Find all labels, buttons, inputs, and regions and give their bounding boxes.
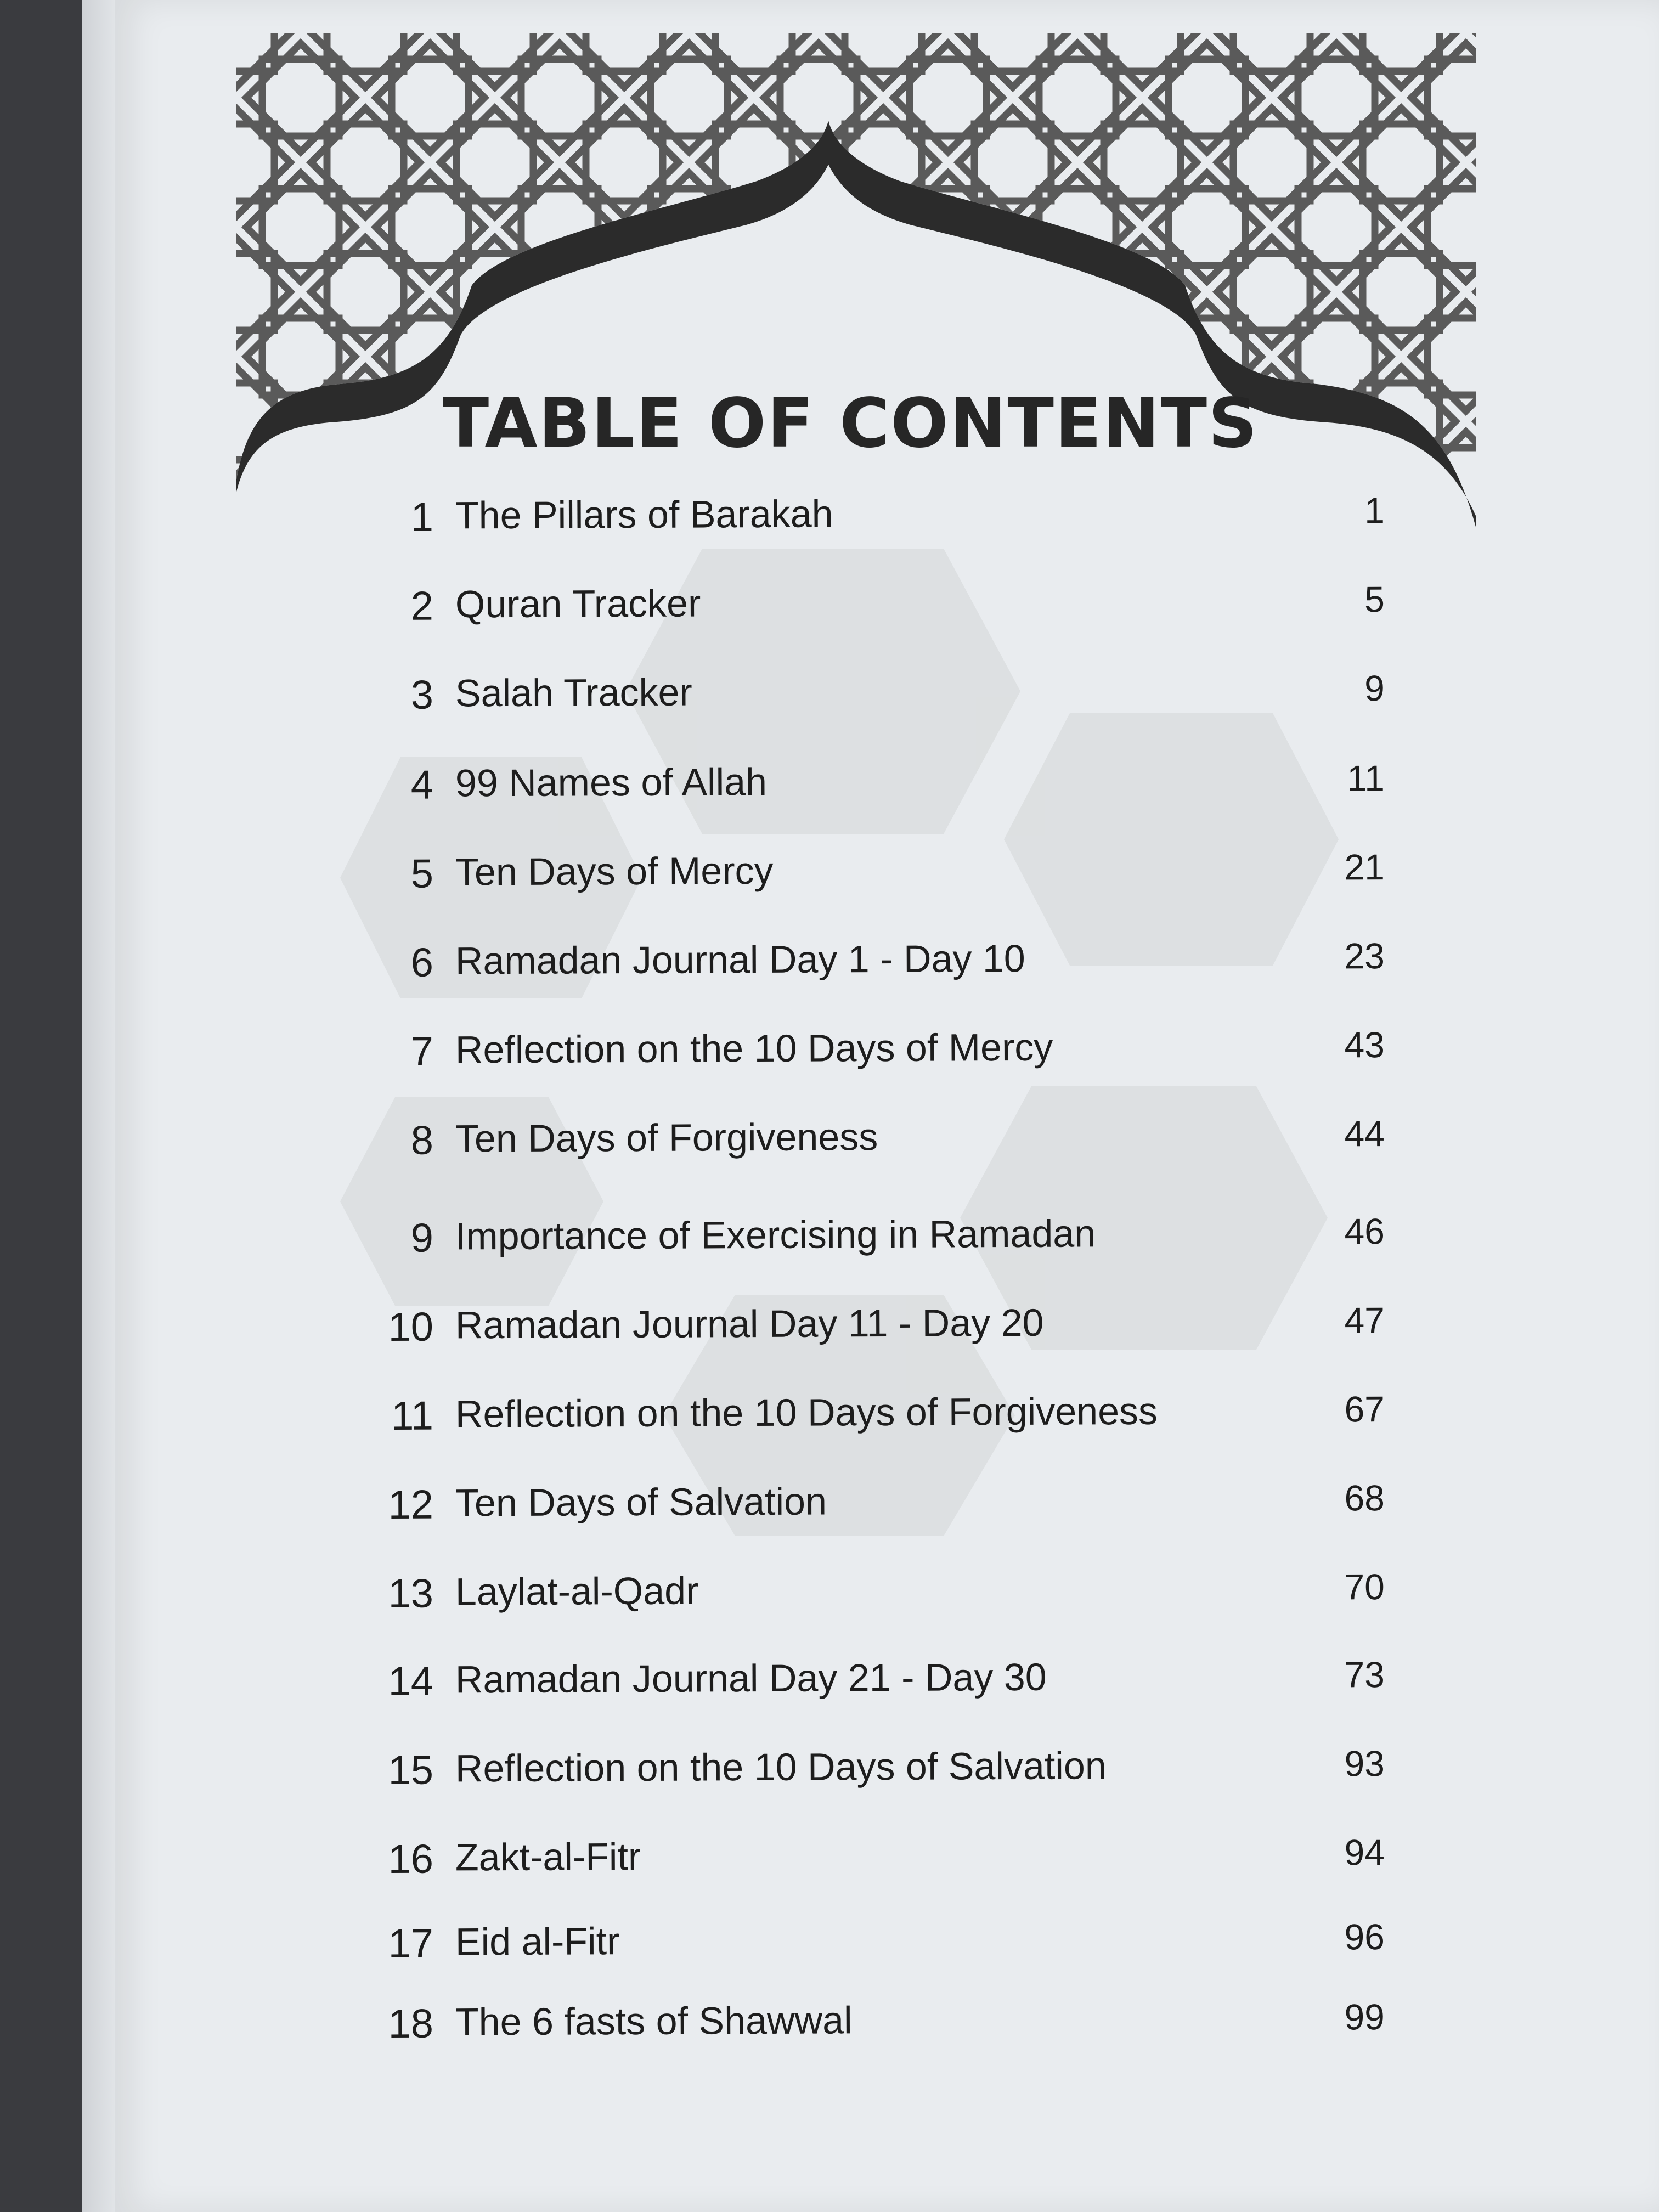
entry-number: 2 [410,583,434,629]
toc-entry [0,1565,1659,1638]
entry-title: The 6 fasts of Shawwal [455,1999,853,2044]
entry-title: Ten Days of Mercy [455,849,774,894]
entry-page: 46 [1344,1211,1385,1252]
entry-number: 5 [410,850,434,896]
entry-page: 94 [1344,1832,1385,1873]
entry-title: Ten Days of Salvation [455,1480,827,1525]
toc-entry [0,845,1659,918]
toc-entry [0,577,1659,650]
entry-page: 23 [1344,935,1385,977]
entry-number: 7 [410,1028,434,1074]
entry-title: Laylat-al-Qadr [455,1569,699,1613]
entry-title: Reflection on the 10 Days of Mercy [455,1025,1053,1071]
entry-title: Ramadan Journal Day 1 - Day 10 [455,936,1025,983]
entry-page: 73 [1344,1654,1385,1695]
entry-page: 68 [1344,1477,1385,1519]
entry-page: 21 [1344,847,1385,888]
entry-title: Zakt-al-Fitr [455,1835,641,1879]
entry-title: Ramadan Journal Day 21 - Day 30 [455,1655,1047,1701]
entry-page: 99 [1344,1996,1385,2038]
page-title: TABLE OF CONTENTS [442,384,1259,463]
toc-entry [0,488,1659,561]
entry-title: Reflection on the 10 Days of Forgiveness [455,1389,1158,1436]
entry-page: 47 [1344,1300,1385,1341]
entry-page: 93 [1344,1743,1385,1784]
entry-page: 70 [1344,1566,1385,1607]
toc-entry [0,1995,1659,2068]
entry-number: 18 [388,2000,434,2046]
entry-page: 11 [1347,758,1385,799]
toc-entry [0,1476,1659,1549]
toc-entry [0,1915,1659,1988]
entry-number: 17 [388,1920,434,1966]
entry-number: 1 [410,494,434,540]
entry-page: 1 [1364,490,1385,531]
entry-number: 15 [388,1747,434,1793]
entry-number: 10 [388,1304,434,1350]
entry-page: 9 [1364,668,1385,709]
toc-entry [0,1111,1659,1184]
toc-entry [0,666,1659,739]
toc-entry [0,1830,1659,1903]
toc-entry [0,1298,1659,1371]
entry-title: Reflection on the 10 Days of Salvation [455,1744,1107,1790]
toc-entry [0,756,1659,829]
entry-title: Quran Tracker [455,582,701,626]
entry-number: 9 [410,1215,434,1261]
entry-page: 44 [1344,1113,1385,1154]
entry-number: 14 [388,1658,434,1704]
toc-entry [0,1741,1659,1814]
entry-number: 11 [391,1392,434,1438]
entry-number: 12 [388,1481,434,1527]
entry-number: 4 [410,761,434,808]
entry-page: 43 [1344,1024,1385,1065]
entry-title: Eid al-Fitr [455,1920,620,1963]
toc-entry [0,1387,1659,1460]
entry-title: The Pillars of Barakah [455,492,833,537]
entry-number: 6 [410,939,434,985]
toc-entry [0,1209,1659,1282]
toc-entry [0,934,1659,1007]
entry-number: 8 [410,1117,434,1163]
entry-title: 99 Names of Allah [455,760,768,805]
entry-number: 3 [410,672,434,718]
entry-title: Salah Tracker [455,670,692,715]
entry-title: Ramadan Journal Day 11 - Day 20 [455,1301,1044,1347]
toc-entry [0,1652,1659,1725]
entry-number: 13 [388,1570,434,1616]
entry-title: Ten Days of Forgiveness [455,1115,878,1160]
toc-entry [0,1023,1659,1096]
entry-number: 16 [388,1836,434,1882]
entry-page: 67 [1344,1389,1385,1430]
entry-page: 5 [1364,579,1385,620]
entry-title: Importance of Exercising in Ramadan [455,1212,1096,1258]
entry-page: 96 [1344,1916,1385,1957]
